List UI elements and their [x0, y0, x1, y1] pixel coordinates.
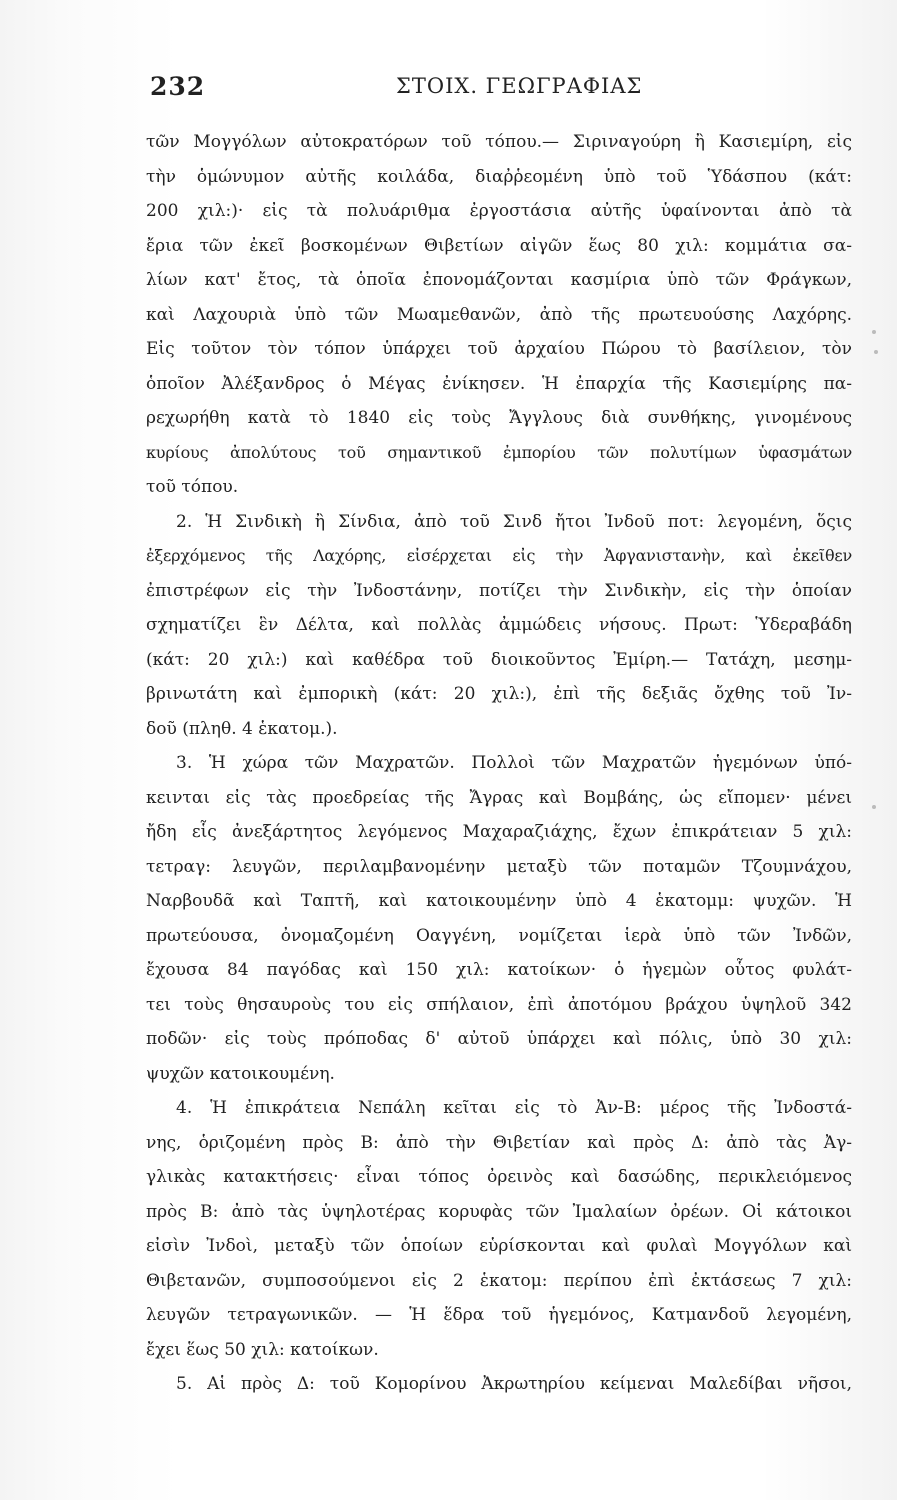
text-line: πρωτεύουσα, ὀνομαζομένη Οαγγένη, νομίζεται ἱερὰ ὑπὸ τῶν Ἰνδῶν,	[146, 925, 852, 946]
text-line: πρὸς Β: ἀπὸ τὰς ὑψηλοτέρας κορυφὰς τῶν Ἰμαλαίων ὀρέων. Οἱ κάτοικοι	[146, 1201, 852, 1222]
paragraph-start-line: 5. Αἱ πρὸς Δ: τοῦ Κομορίνου Ἀκρωτηρίου κείμεναι Μαλεδίβαι νῆσοι,	[176, 1374, 852, 1394]
running-title: ΣΤΟΙΧ. ΓΕΩΓΡΑΦΙΑΣ	[396, 74, 643, 98]
body-text	[146, 125, 852, 1402]
text-line: λευγῶν τετραγωνικῶν. — Ἡ ἕδρα τοῦ ἡγεμόνος, Κατμανδοῦ λεγομένη,	[146, 1305, 852, 1325]
paragraph-start-line: 4. Ἡ ἐπικράτεια Νεπάλη κεῖται εἰς τὸ Ἀν-Β: μέρος τῆς Ἰνδοστά-	[176, 1098, 852, 1118]
text-line: ποδῶν· εἰς τοὺς πρόποδας δ' αὐτοῦ ὑπάρχει καὶ πόλις, ὑπὸ 30 χιλ:	[146, 1029, 852, 1049]
paper-speck	[872, 805, 876, 809]
paragraph-start-line: 3. Ἡ χώρα τῶν Μαχρατῶν. Πολλοὶ τῶν Μαχρατῶν ἡγεμόνων ὑπό-	[176, 753, 852, 773]
text-line: λίων κατ' ἔτος, τὰ ὁποῖα ἐπονομάζονται κασμίρια ὑπὸ τῶν Φράγκων,	[146, 270, 852, 290]
text-line: κεινται εἰς τὰς προεδρείας τῆς Ἄγρας καὶ Βομβάης, ὡς εἴπομεν· μένει	[146, 787, 852, 808]
paragraph-end-line: ψυχῶν κατοικουμένη.	[146, 1063, 335, 1084]
text-line: 200 χιλ:)· εἰς τὰ πολυάριθμα ἐργοστάσια αὐτῆς ὑφαίνονται ἀπὸ τὰ	[146, 201, 852, 221]
text-line: νης, ὁριζομένη πρὸς Β: ἀπὸ τὴν Θιβετίαν καὶ πρὸς Δ: ἀπὸ τὰς Ἀγ-	[146, 1132, 852, 1153]
text-line: ὁποῖον Ἀλέξανδρος ὁ Μέγας ἐνίκησεν. Ἡ ἐπαρχία τῆς Κασιεμίρης πα-	[146, 373, 852, 394]
text-line: ἤδη εἷς ἀνεξάρτητος λεγόμενος Μαχαραζιάχης, ἔχων ἐπικράτειαν 5 χιλ:	[146, 822, 852, 842]
text-line: ρεχωρήθη κατὰ τὸ 1840 εἰς τοὺς Ἄγγλους διὰ συνθήκης, γινομένους	[146, 408, 852, 428]
paper-speck	[872, 330, 876, 334]
text-line: ἔρια τῶν ἐκεῖ βοσκομένων Θιβετίων αἰγῶν ἕως 80 χιλ: κομμάτια σα-	[146, 235, 852, 256]
text-line: τὴν ὁμώνυμον αὐτῆς κοιλάδα, διαῤῥεομένη ὑπὸ τοῦ Ὑδάσπου (κάτ:	[146, 166, 852, 187]
paragraph-end-line: δοῦ (πληθ. 4 ἑκατομ.).	[146, 718, 338, 739]
text-line: τῶν Μογγόλων αὐτοκρατόρων τοῦ τόπου.— Σιριναγούρη ἢ Κασιεμίρη, εἰς	[146, 132, 852, 152]
text-line: τει τοὺς θησαυροὺς του εἰς σπήλαιον, ἐπὶ ἀποτόμου βράχου ὑψηλοῦ 342	[146, 994, 852, 1015]
text-line: Ναρβουδᾶ καὶ Ταπτῆ, καὶ κατοικουμένην ὑπὸ 4 ἑκατομμ: ψυχῶν. Ἡ	[146, 891, 852, 911]
text-line: (κάτ: 20 χιλ:) καὶ καθέδρα τοῦ διοικοῦντος Ἐμίρη.— Τατάχη, μεσημ-	[146, 649, 852, 670]
text-line: κυρίους ἀπολύτους τοῦ σημαντικοῦ ἐμπορίου τῶν πολυτίμων ὑφασμάτων	[146, 442, 852, 462]
page-number: 232	[150, 72, 206, 101]
text-line: Θιβετανῶν, συμποσούμενοι εἰς 2 ἑκατομ: περίπου ἐπὶ ἐκτάσεως 7 χιλ:	[146, 1270, 852, 1291]
text-line: ἔχουσα 84 παγόδας καὶ 150 χιλ: κατοίκων· ὁ ἡγεμὼν οὗτος φυλάτ-	[146, 960, 852, 980]
text-line: βρινωτάτη καὶ ἐμπορικὴ (κάτ: 20 χιλ:), ἐπὶ τῆς δεξιᾶς ὄχθης τοῦ Ἰν-	[146, 684, 852, 704]
page-header	[150, 72, 850, 112]
text-line: Εἰς τοῦτον τὸν τόπον ὑπάρχει τοῦ ἀρχαίου Πώρου τὸ βασίλειον, τὸν	[146, 339, 852, 359]
paragraph-start-line: 2. Ἡ Σινδικὴ ἢ Σίνδια, ἀπὸ τοῦ Σινδ ἤτοι Ἰνδοῦ ποτ: λεγομένη, ὅςις	[176, 511, 852, 532]
text-line: καὶ Λαχουριὰ ὑπὸ τῶν Μωαμεθανῶν, ἀπὸ τῆς πρωτευούσης Λαχόρης.	[146, 304, 852, 325]
paragraph-end-line: ἔχει ἕως 50 χιλ: κατοίκων.	[146, 1339, 379, 1360]
text-line: τετραγ: λευγῶν, περιλαμβανομένην μεταξὺ τῶν ποταμῶν Τζουμνάχου,	[146, 856, 852, 877]
text-line: σχηματίζει ἓν Δέλτα, καὶ πολλὰς ἀμμώδεις νήσους. Πρωτ: Ὑδεραβάδη	[146, 615, 852, 635]
text-line: ἐξερχόμενος τῆς Λαχόρης, εἰσέρχεται εἰς τὴν Ἀφγανιστανὴν, καὶ ἐκεῖθεν	[146, 546, 852, 565]
paper-speck	[874, 350, 878, 354]
paragraph-end-line: τοῦ τόπου.	[146, 477, 239, 497]
text-line: εἰσὶν Ἰνδοὶ, μεταξὺ τῶν ὁποίων εὑρίσκονται καὶ φυλαὶ Μογγόλων καὶ	[146, 1236, 852, 1256]
text-line: ἐπιστρέφων εἰς τὴν Ἰνδοστάνην, ποτίζει τὴν Σινδικὴν, εἰς τὴν ὁποίαν	[146, 580, 852, 601]
text-line: γλικὰς κατακτήσεις· εἶναι τόπος ὀρεινὸς καὶ δασώδης, περικλειόμενος	[146, 1167, 852, 1187]
